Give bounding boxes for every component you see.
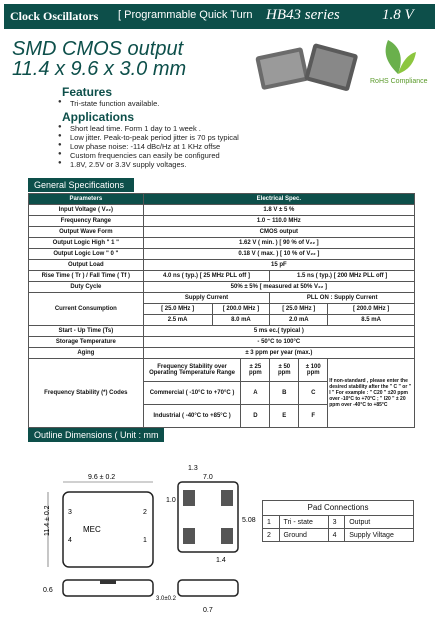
- spec-cell: 1.5 ns ( typ.) [ 200 MHz PLL off ]: [270, 271, 415, 282]
- application-item: ● Custom frequencies can easily be configured: [70, 151, 220, 160]
- header-series: HB43 series: [266, 7, 340, 23]
- spec-cell: E: [270, 405, 299, 428]
- pin-label: 1: [143, 537, 147, 544]
- spec-cell: A: [241, 382, 270, 405]
- pad-cell: 3: [328, 516, 345, 529]
- spec-cell: C: [299, 382, 328, 405]
- dim-508: 5.08: [242, 517, 256, 524]
- spec-cell: 0.18 V ( max. ) [ 10 % of V₂₂ ]: [143, 249, 414, 260]
- application-item: ● Low phase noise: -114 dBc/Hz at 1 KHz offse: [70, 142, 220, 151]
- leaf-icon: [378, 36, 418, 76]
- spec-cell: 1.62 V ( min. ) [ 90 % of V₂₂ ]: [143, 238, 414, 249]
- rohs-label: RoHS Compliance: [370, 78, 428, 85]
- spec-cell: D: [241, 405, 270, 428]
- param-cell: Aging: [29, 348, 144, 359]
- dim-70: 7.0: [203, 474, 213, 481]
- pad-cell: 2: [263, 529, 280, 542]
- spec-cell: [ 25.0 MHz ]: [270, 304, 328, 315]
- dim-06: 0.6: [43, 587, 53, 594]
- pad-table: [262, 515, 414, 542]
- spec-cell: 4.0 ns ( typ.) [ 25 MHz PLL off ]: [143, 271, 270, 282]
- pad-cell: 1: [263, 516, 280, 529]
- general-spec-bar: General Specifications: [28, 178, 134, 192]
- spec-cell: 8.5 mA: [328, 315, 415, 326]
- pin-label: 4: [68, 537, 72, 544]
- dim-30: 3.0±0.2: [156, 596, 176, 602]
- pad-title: Pad Connections: [262, 500, 414, 516]
- spec-cell: 15 pF: [143, 260, 414, 271]
- spec-cell: Commercial ( -10°C to +70°C ): [143, 382, 241, 405]
- param-cell: Duty Cycle: [29, 282, 144, 293]
- pad-cell: Supply Viltage: [345, 529, 414, 542]
- feature-item: ● Tri-state function available.: [70, 99, 159, 108]
- spec-cell: 1.8 V ± 5 %: [143, 205, 414, 216]
- spec-cell: [ 200.0 MHz ]: [212, 304, 270, 315]
- param-cell: Input Voltage ( V₂₂): [29, 205, 144, 216]
- header-voltage: 1.8 V: [382, 7, 414, 23]
- outline-bar: Outline Dimensions ( Unit : mm ): [28, 428, 164, 442]
- application-item: ● Short lead time. Form 1 day to 1 week .: [70, 124, 201, 133]
- product-photo: [250, 38, 360, 96]
- spec-cell: 8.0 mA: [212, 315, 270, 326]
- spec-cell: Industrial ( -40°C to +85°C ): [143, 405, 241, 428]
- dim-10: 1.0: [166, 497, 176, 504]
- param-cell: Output Logic Low " 0 ": [29, 249, 144, 260]
- param-cell: Start - Up Time (Ts): [29, 326, 144, 337]
- spec-cell: 1.0 ~ 110.0 MHz: [143, 216, 414, 227]
- spec-cell: [ 25.0 MHz ]: [143, 304, 212, 315]
- stability-note: If non-standard , please enter the desired stability after the " C " or " I " For example : " C20 " ±20 ppm over -10°C to +70°C ; " I20 " ± 20 ppm over -40°C to +85°C: [328, 359, 415, 428]
- pin-label: 2: [143, 509, 147, 516]
- spec-cell: ± 50 ppm: [270, 359, 299, 382]
- param-cell: Rise Time ( Tr ) / Fall Time ( Tf ): [29, 271, 144, 282]
- param-cell: Current Consumption: [29, 293, 144, 326]
- param-header: Parameters: [29, 194, 144, 205]
- pin-label: 3: [68, 509, 72, 516]
- spec-cell: 2.5 mA: [143, 315, 212, 326]
- spec-cell: PLL ON : Supply Current: [270, 293, 415, 304]
- spec-table: [28, 193, 415, 428]
- dim-13: 1.3: [188, 465, 198, 472]
- header-bar: [4, 4, 435, 29]
- application-item: ● Low jitter. Peak-to-peak period jitter is 70 ps typical: [70, 133, 239, 142]
- spec-cell: ± 25 ppm: [241, 359, 270, 382]
- spec-cell: Frequency Stability over Operating Temperature Range: [143, 359, 241, 382]
- title-line1: SMD CMOS output: [12, 38, 184, 60]
- pad-cell: 4: [328, 529, 345, 542]
- spec-cell: ± 100 ppm: [299, 359, 328, 382]
- pad-cell: Output: [345, 516, 414, 529]
- spec-cell: B: [270, 382, 299, 405]
- title-line2: 11.4 x 9.6 x 3.0 mm: [12, 58, 187, 80]
- header-subtitle: [ Programmable Quick Turn: [118, 9, 253, 21]
- dim-14: 1.4: [216, 557, 226, 564]
- spec-cell: F: [299, 405, 328, 428]
- spec-cell: 2.0 mA: [270, 315, 328, 326]
- param-cell: Frequency Range: [29, 216, 144, 227]
- param-cell: Output Logic High " 1 ": [29, 238, 144, 249]
- spec-cell: - 50°C to 100°C: [143, 337, 414, 348]
- pad-cell: Tri - state: [279, 516, 328, 529]
- param-cell: Output Wave Form: [29, 227, 144, 238]
- application-item: ● 1.8V, 2.5V or 3.3V supply voltages.: [70, 160, 186, 169]
- spec-cell: 50% ± 5% [ measured at 50% V₂₂ ]: [143, 282, 414, 293]
- header-product: Clock Oscillators: [10, 9, 99, 23]
- spec-cell: CMOS output: [143, 227, 414, 238]
- applications-heading: Applications: [62, 110, 135, 124]
- spec-header: Electrical Spec.: [143, 194, 414, 205]
- spec-cell: [ 200.0 MHz ]: [328, 304, 415, 315]
- dim-width: 9.6 ± 0.2: [88, 474, 116, 481]
- features-heading: Features: [62, 85, 113, 99]
- param-cell: Output Load: [29, 260, 144, 271]
- dim-07: 0.7: [203, 607, 213, 614]
- spec-cell: Supply Current: [143, 293, 270, 304]
- dim-height: 11.4 ± 0.2: [44, 505, 51, 536]
- outline-drawing: [28, 462, 278, 622]
- spec-cell: ± 3 ppm per year (max.): [143, 348, 414, 359]
- param-cell: Frequency Stability (*) Codes: [29, 359, 144, 428]
- param-cell: Storage Temperature: [29, 337, 144, 348]
- spec-cell: 5 ms ec.( typical ): [143, 326, 414, 337]
- mec-mark: MEC: [83, 525, 101, 534]
- pad-cell: Ground: [279, 529, 328, 542]
